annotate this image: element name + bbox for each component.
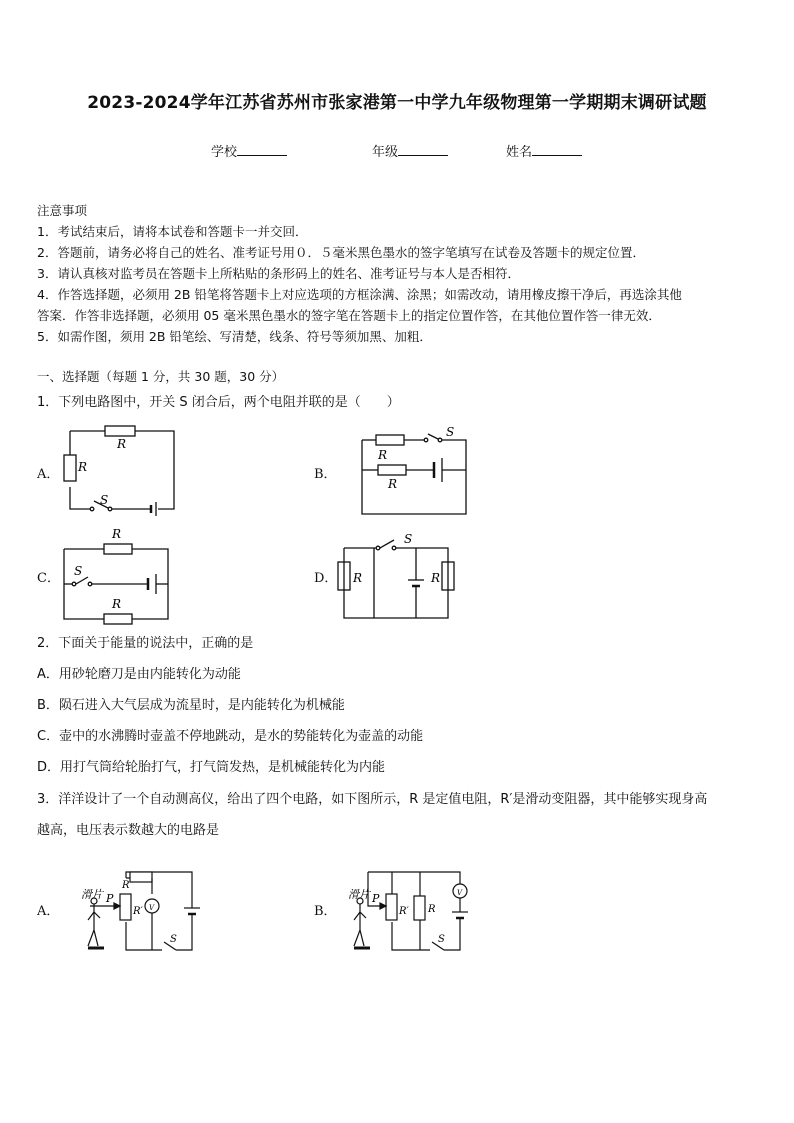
q1-option-b-label: B． (314, 467, 337, 482)
notice-item-2: 2．答题前，请务必将自己的姓名、准考证号用０．５毫米黑色墨水的签字笔填写在试卷及答题卡的规定位置． (37, 245, 645, 260)
q1-circuit-b (340, 425, 470, 518)
q1-option-a-label: A． (37, 467, 60, 482)
resistor-icon (104, 544, 132, 554)
notice-item-3: 3．请认真核对监考员在答题卡上所粘贴的条形码上的姓名、准考证号与本人是否相符． (37, 266, 520, 281)
label-p: P (106, 892, 114, 905)
label-rp: R′ (399, 906, 409, 917)
label-r: R (112, 597, 122, 611)
resistor-icon (414, 896, 425, 920)
label-s: S (170, 934, 177, 945)
label-s: S (404, 532, 413, 546)
resistor-icon (130, 872, 152, 882)
label-v: V (457, 889, 463, 897)
q1-option-c-label: C． (37, 571, 60, 586)
resistor-icon (378, 465, 406, 475)
label-r: R (117, 437, 127, 451)
label-r: R (112, 527, 122, 541)
label-r: R (388, 477, 398, 491)
label-s: S (100, 493, 109, 507)
label-slider: 滑片 (348, 888, 370, 901)
q3-stem-line2: 越高，电压表示数越大的电路是 (37, 823, 220, 838)
label-r: R (78, 460, 88, 474)
resistor-icon (104, 614, 132, 624)
label-p: P (372, 892, 380, 905)
school-label: 学校 (211, 145, 238, 160)
notice-item-4-cont: 答案．作答非选择题，必须用 05 毫米黑色墨水的签字笔在答题卡上的指定位置作答，在其他位置作答一律无效． (37, 308, 661, 323)
q1-circuit-c (60, 527, 180, 627)
section-heading: 一、选择题（每题 1 分，共 30 题，30 分） (37, 369, 285, 384)
label-r: R (378, 448, 388, 462)
school-field (211, 141, 287, 160)
label-r: R (428, 904, 436, 915)
q3-option-b-label: B． (314, 904, 337, 919)
label-r: R (122, 880, 130, 891)
label-rp: R′ (133, 906, 143, 917)
grade-label: 年级 (372, 145, 399, 160)
notice-item-5: 5．如需作图，须用 2B 铅笔绘、写清楚，线条、符号等须加黑、加粗． (37, 329, 432, 344)
q2-option-a: A．用砂轮磨刀是由内能转化为动能 (37, 667, 241, 682)
name-blank (532, 144, 582, 156)
grade-field (372, 141, 448, 160)
page-title: 2023-2024学年江苏省苏州市张家港第一中学九年级物理第一学期期末调研试题 (87, 93, 707, 113)
q2-option-d: D．用打气筒给轮胎打气，打气筒发热，是机械能转化为内能 (37, 760, 386, 775)
q1-option-d-label: D． (314, 571, 338, 586)
q1-stem: 1．下列电路图中，开关 S 闭合后，两个电阻并联的是（ ） (37, 395, 400, 410)
q1-circuit-a (60, 425, 180, 515)
label-slider: 滑片 (81, 888, 103, 901)
notice-item-1: 1．考试结束后，请将本试卷和答题卡一并交回． (37, 224, 308, 239)
q1-circuit-d (336, 530, 466, 625)
q2-option-b: B．陨石进入大气层成为流星时，是内能转化为机械能 (37, 698, 345, 713)
q3-stem-line1: 3．洋洋设计了一个自动测高仪，给出了四个电路，如下图所示，R 是定值电阻，R′是滑动变阻器，其中能够实现身高 (37, 792, 708, 807)
q3-circuit-b (346, 866, 476, 966)
name-label: 姓名 (506, 145, 533, 160)
label-r: R (431, 571, 441, 585)
label-s: S (438, 934, 445, 945)
q3-option-a-label: A． (37, 904, 60, 919)
resistor-icon (120, 894, 131, 920)
notice-heading: 注意事项 (37, 203, 88, 218)
label-v: V (149, 904, 155, 912)
q2-option-c: C．壶中的水沸腾时壶盖不停地跳动，是水的势能转化为壶盖的动能 (37, 729, 424, 744)
grade-blank (398, 144, 448, 156)
name-field (506, 141, 582, 160)
q2-stem: 2．下面关于能量的说法中，正确的是 (37, 636, 254, 651)
label-s: S (74, 564, 83, 578)
resistor-icon (386, 894, 397, 920)
school-blank (237, 144, 287, 156)
resistor-icon (376, 435, 404, 445)
label-s: S (446, 425, 455, 439)
resistor-icon (105, 426, 135, 436)
label-r: R (353, 571, 363, 585)
notice-item-4: 4．作答选择题，必须用 2B 铅笔将答题卡上对应选项的方框涂满、涂黑；如需改动，请用橡皮擦干净后，再选涂其他 (37, 287, 682, 302)
resistor-icon (64, 455, 76, 481)
q3-circuit-a (78, 866, 208, 966)
